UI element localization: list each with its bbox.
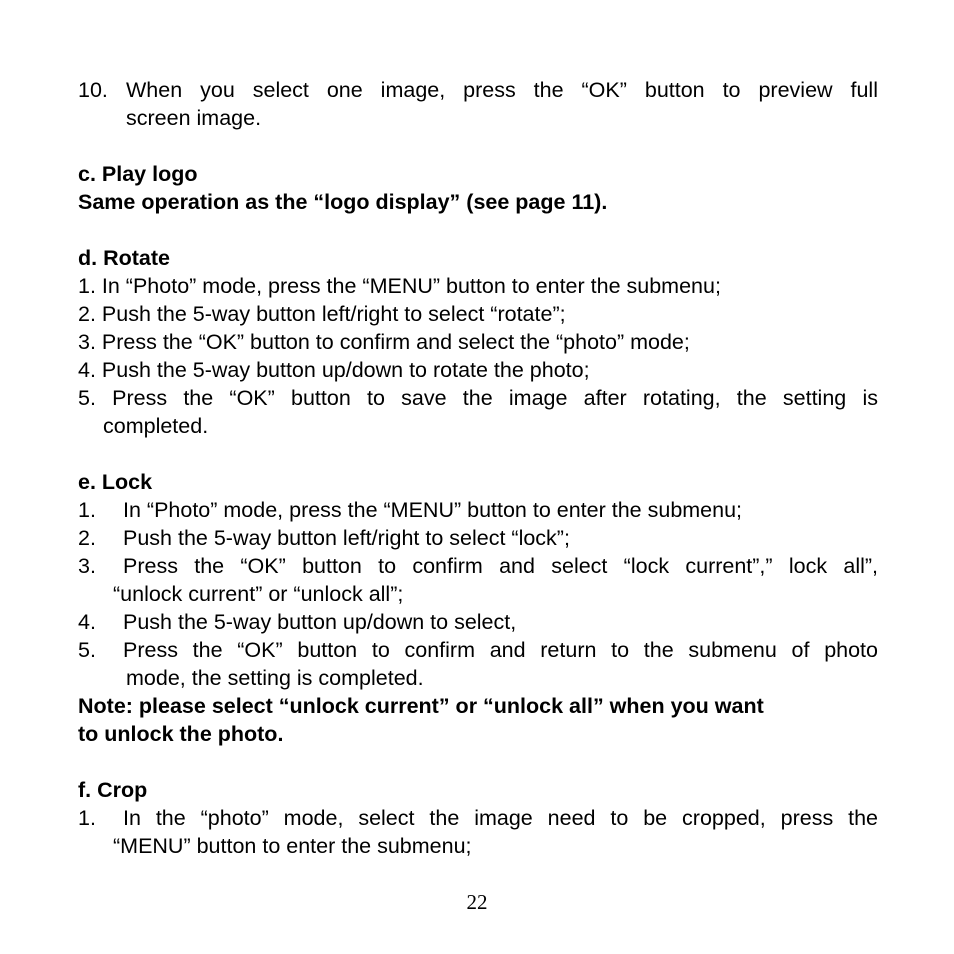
list-item-continuation: screen image. — [126, 106, 262, 130]
note-text-continuation: to unlock the photo. — [78, 722, 284, 746]
list-item-continuation: “MENU” button to enter the submenu; — [113, 834, 472, 858]
section-heading-lock: e. Lock — [78, 470, 153, 494]
list-item-continuation: mode, the setting is completed. — [126, 666, 424, 690]
section-heading-rotate: d. Rotate — [78, 246, 170, 270]
list-item-10 — [78, 76, 878, 104]
list-item — [78, 524, 878, 552]
list-item: 1. In “Photo” mode, press the “MENU” button to enter the submenu; — [78, 274, 721, 298]
list-number: 4. — [78, 610, 96, 634]
page-number: 22 — [466, 890, 488, 914]
list-item: 3. Press the “OK” button to confirm and select the “photo” mode; — [78, 330, 690, 354]
play-logo-text: Same operation as the “logo display” (see page 11). — [78, 190, 608, 214]
list-item-text: In the “photo” mode, select the image need to be cropped, press the — [123, 806, 878, 830]
list-item-text: Push the 5-way button up/down to select, — [123, 610, 517, 634]
list-item — [78, 636, 878, 664]
list-number: 5. — [78, 638, 96, 662]
list-item — [78, 804, 878, 832]
list-item: 5. Press the “OK” button to save the image after rotating, the setting is — [78, 386, 878, 410]
section-heading-crop: f. Crop — [78, 778, 148, 802]
list-item: 2. Push the 5-way button left/right to select “rotate”; — [78, 302, 566, 326]
list-item-text: In “Photo” mode, press the “MENU” button to enter the submenu; — [123, 498, 743, 522]
section-heading-play-logo — [78, 160, 878, 188]
list-item-text: Press the “OK” button to confirm and select “lock current”,” lock all”, — [123, 554, 878, 578]
list-item — [78, 608, 878, 636]
list-item-text: When you select one image, press the “OK” button to preview full — [126, 78, 878, 102]
list-item-continuation: “unlock current” or “unlock all”; — [113, 582, 404, 606]
list-item: 4. Push the 5-way button up/down to rotate the photo; — [78, 358, 590, 382]
heading-letter: c — [78, 162, 90, 186]
list-item-text: Push the 5-way button left/right to select “lock”; — [123, 526, 570, 550]
list-item — [78, 496, 878, 524]
list-number: 10. — [78, 78, 108, 102]
list-number: 2. — [78, 526, 96, 550]
list-number: 1. — [78, 806, 96, 830]
list-number: 1. — [78, 498, 96, 522]
list-item-text: Press the “OK” button to confirm and return to the submenu of photo — [123, 638, 878, 662]
note-text: Note: please select “unlock current” or “unlock all” when you want — [78, 694, 764, 718]
document-page — [78, 76, 878, 860]
list-number: 3. — [78, 554, 96, 578]
list-item-continuation: completed. — [103, 414, 209, 438]
heading-title: . Play logo — [89, 162, 198, 186]
list-item — [78, 552, 878, 580]
